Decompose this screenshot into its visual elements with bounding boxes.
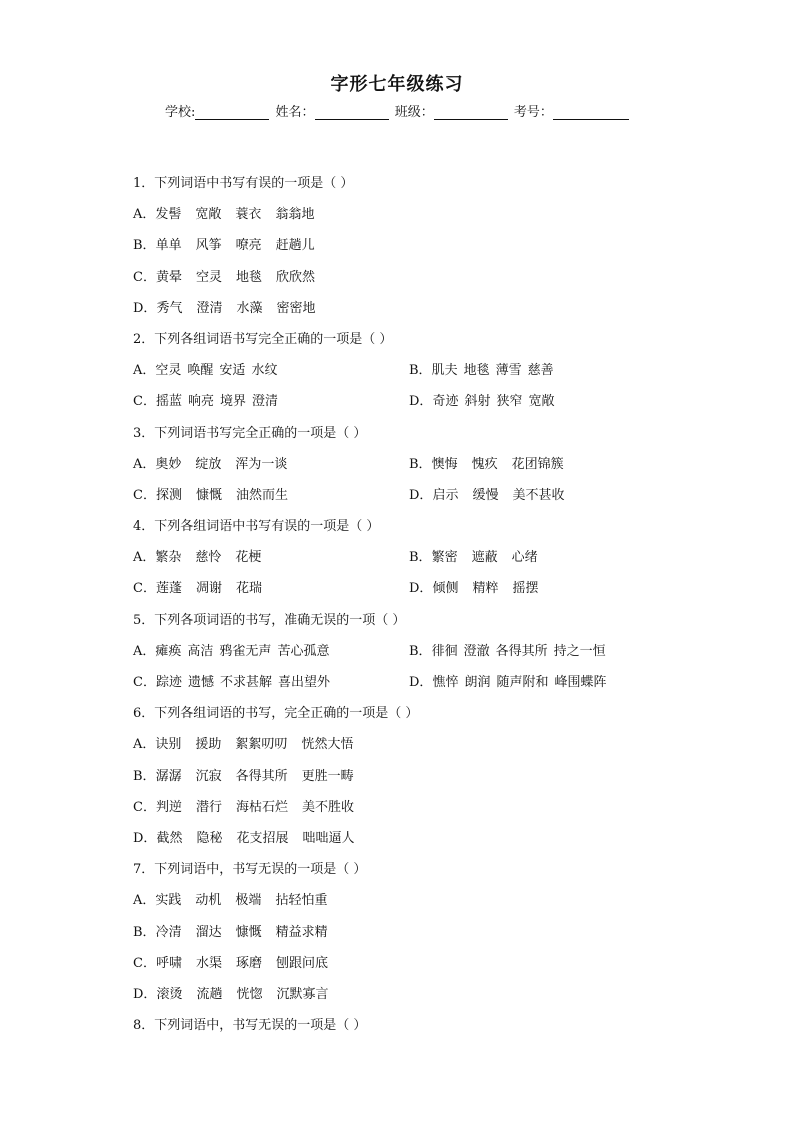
option-word: 黄晕: [155, 269, 182, 285]
option-word: 启示: [432, 487, 459, 503]
option-letter: D．: [133, 986, 157, 1002]
question-stem: 5．下列各项词语的书写，准确无误的一项（ ）: [133, 612, 406, 628]
option-word: 持之一恒: [553, 643, 606, 659]
option-letter: A．: [133, 456, 156, 472]
option-words: [432, 550, 552, 565]
option-word: 探测: [155, 487, 182, 503]
option-letter: B．: [133, 768, 156, 784]
answer-option: [133, 917, 693, 948]
option-words: [432, 363, 560, 378]
option-words: [156, 301, 329, 316]
answer-option: [409, 542, 685, 573]
exam-number-label: 考号：: [513, 105, 553, 120]
option-word: 宽敞: [195, 207, 222, 223]
option-word: 发髻: [155, 207, 182, 223]
option-word: 沉寂: [195, 768, 222, 784]
answer-option: [409, 480, 685, 511]
option-word: 嘹亮: [235, 238, 262, 254]
option-letter: B．: [409, 550, 432, 566]
option-letter: D．: [133, 830, 157, 846]
option-word: 安适: [219, 363, 246, 379]
answer-option: [133, 948, 693, 979]
option-words: [432, 394, 560, 409]
option-word: 懊悔: [431, 456, 458, 472]
option-word: 各得其所: [495, 643, 548, 659]
option-letter: A．: [133, 643, 156, 659]
option-word: 高洁: [187, 643, 214, 659]
option-words: [155, 644, 335, 659]
option-row: [133, 480, 693, 511]
option-row: [133, 573, 693, 604]
answer-option: [133, 386, 409, 417]
option-word: 极端: [235, 893, 262, 909]
option-row: [133, 636, 693, 667]
question-list: [133, 168, 693, 1041]
answer-option: [409, 573, 685, 604]
answer-option: [133, 761, 693, 792]
option-word: 流趟: [196, 986, 223, 1002]
option-word: 滚烫: [156, 986, 183, 1002]
option-word: 喜出望外: [278, 675, 331, 690]
option-word: 慈善: [527, 363, 554, 379]
option-word: 隐秘: [196, 830, 223, 846]
option-word: 鸦雀无声: [219, 643, 272, 659]
option-word: 响亮: [187, 394, 214, 410]
answer-option: [133, 293, 693, 324]
answer-option: [133, 542, 409, 573]
option-word: 随声附和: [496, 675, 549, 690]
option-word: 花瑞: [235, 581, 262, 597]
option-word: 斜射: [464, 394, 491, 410]
option-words: [432, 675, 612, 690]
option-letter: D．: [409, 675, 433, 690]
answer-option: [133, 573, 409, 604]
option-word: 呼啸: [155, 955, 182, 971]
school-blank: [195, 105, 269, 120]
option-word: 苦心孤意: [277, 643, 330, 659]
option-word: 奇迹: [432, 394, 459, 410]
option-word: 肌夫: [431, 363, 458, 379]
question-stem: 8．下列词语中，书写无误的一项是（ ）: [133, 1018, 367, 1034]
answer-option: [133, 885, 693, 916]
option-words: [156, 769, 368, 784]
option-word: 薄雪: [495, 363, 522, 379]
option-row: [133, 355, 693, 386]
question-stem: 4．下列各组词语中书写有误的一项是（ ）: [133, 519, 380, 535]
option-word: 莲蓬: [155, 581, 182, 597]
option-word: 狭窄: [496, 394, 523, 410]
option-word: 缓慢: [472, 487, 499, 503]
answer-option: [133, 792, 693, 823]
answer-option: [133, 262, 693, 293]
option-word: 咄咄逼人: [302, 830, 355, 846]
option-words: [156, 394, 284, 409]
answer-option: [133, 230, 693, 261]
option-word: 精粹: [472, 581, 499, 597]
option-word: 绽放: [195, 456, 222, 472]
option-word: 空灵: [195, 269, 222, 285]
option-word: 潜行: [195, 799, 222, 815]
option-word: 絮絮叨叨: [235, 737, 288, 753]
question-stem: 7．下列词语中，书写无误的一项是（ ）: [133, 862, 367, 878]
option-word: 慷慨: [195, 487, 222, 503]
answer-option: [409, 386, 685, 417]
option-words: [156, 925, 342, 940]
name-blank: [315, 105, 389, 120]
option-row: [133, 542, 693, 573]
option-word: 动机: [195, 893, 222, 909]
answer-option: [133, 355, 409, 386]
option-word: 风筝: [195, 238, 222, 254]
option-word: 憔悴: [432, 675, 459, 690]
option-words: [156, 987, 342, 1002]
question-stem: 6．下列各组词语的书写，完全正确的一项是（ ）: [133, 706, 419, 722]
option-word: 恍惚: [236, 986, 263, 1002]
option-word: 不求甚解: [219, 675, 272, 690]
option-letter: D．: [409, 581, 433, 597]
option-word: 慷慨: [235, 924, 262, 940]
option-letter: C．: [133, 394, 156, 410]
option-words: [432, 488, 578, 503]
exam-number-blank: [553, 105, 629, 120]
option-word: 朗润: [464, 675, 491, 690]
option-words: [155, 893, 341, 908]
option-word: 踪迹: [155, 675, 182, 690]
option-word: 援助: [195, 737, 222, 753]
page-title: 字形七年级练习: [330, 74, 464, 95]
answer-option: [133, 729, 693, 760]
option-word: 心绪: [511, 550, 538, 566]
option-word: 境界: [219, 394, 246, 410]
option-letter: C．: [133, 675, 156, 690]
option-word: 地毯: [235, 269, 262, 285]
option-letter: C．: [133, 799, 156, 815]
option-word: 澄清: [252, 394, 279, 410]
option-word: 判逆: [155, 799, 182, 815]
option-word: 倾侧: [432, 581, 459, 597]
option-word: 繁密: [431, 550, 458, 566]
option-word: 美不胜收: [302, 799, 355, 815]
option-words: [156, 831, 368, 846]
option-word: 各得其所: [235, 768, 288, 784]
option-word: 诀别: [155, 737, 182, 753]
option-words: [156, 956, 342, 971]
option-word: 秀气: [156, 300, 183, 316]
answer-option: [409, 667, 685, 698]
school-label: 学校:: [165, 105, 196, 120]
option-word: 更胜一畴: [301, 768, 354, 784]
question-stem: 1．下列词语中书写有误的一项是（ ）: [133, 176, 354, 191]
option-word: 唤醒: [187, 363, 214, 379]
option-word: 水藻: [236, 300, 263, 316]
option-word: 美不甚收: [512, 487, 565, 503]
option-word: 海枯石烂: [235, 799, 288, 815]
answer-option: [409, 636, 685, 667]
option-word: 精益求精: [275, 924, 328, 940]
option-word: 空灵: [155, 363, 182, 379]
answer-option: [409, 355, 685, 386]
option-word: 实践: [155, 893, 182, 909]
option-word: 沉默寡言: [276, 986, 329, 1002]
option-word: 瘫痪: [155, 643, 182, 659]
answer-option: [133, 449, 409, 480]
option-word: 拈轻怕重: [275, 893, 328, 909]
option-word: 潺潺: [155, 768, 182, 784]
option-letter: D．: [409, 487, 433, 503]
option-letter: B．: [409, 363, 432, 379]
option-word: 花梗: [235, 550, 262, 566]
option-word: 遮蔽: [471, 550, 498, 566]
option-words: [156, 675, 336, 690]
student-info-row: [165, 101, 631, 120]
option-letter: A．: [133, 550, 156, 566]
option-letter: C．: [133, 955, 156, 971]
option-word: 遗憾: [187, 675, 214, 690]
answer-option: [133, 199, 693, 230]
option-word: 花团锦簇: [511, 456, 564, 472]
option-word: 溜达: [195, 924, 222, 940]
option-words: [155, 550, 275, 565]
option-word: 水纹: [251, 363, 278, 379]
option-word: 油然而生: [235, 487, 288, 503]
answer-option: [133, 979, 693, 1010]
option-word: 慈怜: [195, 550, 222, 566]
option-word: 截然: [156, 830, 183, 846]
option-word: 赶趟儿: [275, 238, 315, 254]
option-word: 浑为一谈: [235, 456, 288, 472]
option-word: 峰围蝶阵: [554, 675, 607, 690]
answer-option: [133, 667, 409, 698]
option-word: 摇蓝: [155, 394, 182, 410]
class-blank: [434, 105, 508, 120]
question-stem: 3．下列词语书写完全正确的一项是（ ）: [133, 425, 367, 441]
option-word: 摇摆: [512, 581, 539, 597]
option-word: 冷清: [155, 924, 182, 940]
option-words: [155, 363, 283, 378]
question-stem: 2．下列各组词语书写完全正确的一项是（ ）: [133, 331, 393, 347]
option-word: 恍然大悟: [301, 737, 354, 753]
option-words: [156, 270, 329, 285]
answer-option: [133, 823, 693, 854]
option-words: [155, 457, 301, 472]
option-word: 单单: [155, 238, 182, 254]
option-word: 澄清: [196, 300, 223, 316]
option-letter: C．: [133, 581, 156, 597]
option-word: 密密地: [276, 300, 316, 316]
option-letter: A．: [133, 893, 156, 909]
option-row: [133, 449, 693, 480]
option-word: 愧疚: [471, 456, 498, 472]
option-letter: C．: [133, 269, 156, 285]
option-words: [156, 581, 276, 596]
option-row: [133, 386, 693, 417]
option-word: 地毯: [463, 363, 490, 379]
option-word: 徘徊: [431, 643, 458, 659]
class-label: 班级：: [394, 105, 434, 120]
option-words: [156, 238, 329, 253]
option-word: 刨跟问底: [276, 955, 329, 971]
option-letter: C．: [133, 487, 156, 503]
option-words: [155, 737, 367, 752]
option-words: [155, 207, 328, 222]
option-words: [432, 581, 552, 596]
answer-option: [409, 449, 685, 480]
option-word: 翁翁地: [275, 207, 315, 223]
option-letter: D．: [409, 394, 433, 410]
option-letter: B．: [133, 924, 156, 940]
answer-option: [133, 480, 409, 511]
option-letter: B．: [409, 456, 432, 472]
option-letter: A．: [133, 363, 156, 379]
option-word: 水渠: [195, 955, 222, 971]
option-word: 奥妙: [155, 456, 182, 472]
option-word: 宽敞: [528, 394, 555, 410]
option-letter: B．: [409, 643, 432, 659]
name-label: 姓名：: [275, 105, 315, 120]
option-word: 花支招展: [236, 830, 289, 846]
option-letter: A．: [133, 737, 156, 753]
option-words: [156, 488, 302, 503]
option-letter: A．: [133, 207, 156, 223]
option-word: 欣欣然: [276, 269, 316, 285]
option-letter: B．: [133, 238, 156, 254]
option-word: 凋谢: [195, 581, 222, 597]
option-word: 繁杂: [155, 550, 182, 566]
option-word: 蓑衣: [235, 207, 262, 223]
option-row: [133, 667, 693, 698]
option-word: 澄澈: [463, 643, 490, 659]
option-words: [156, 800, 368, 815]
option-letter: D．: [133, 300, 157, 316]
option-words: [432, 457, 578, 472]
answer-option: [133, 636, 409, 667]
option-word: 琢磨: [235, 955, 262, 971]
option-words: [432, 644, 612, 659]
